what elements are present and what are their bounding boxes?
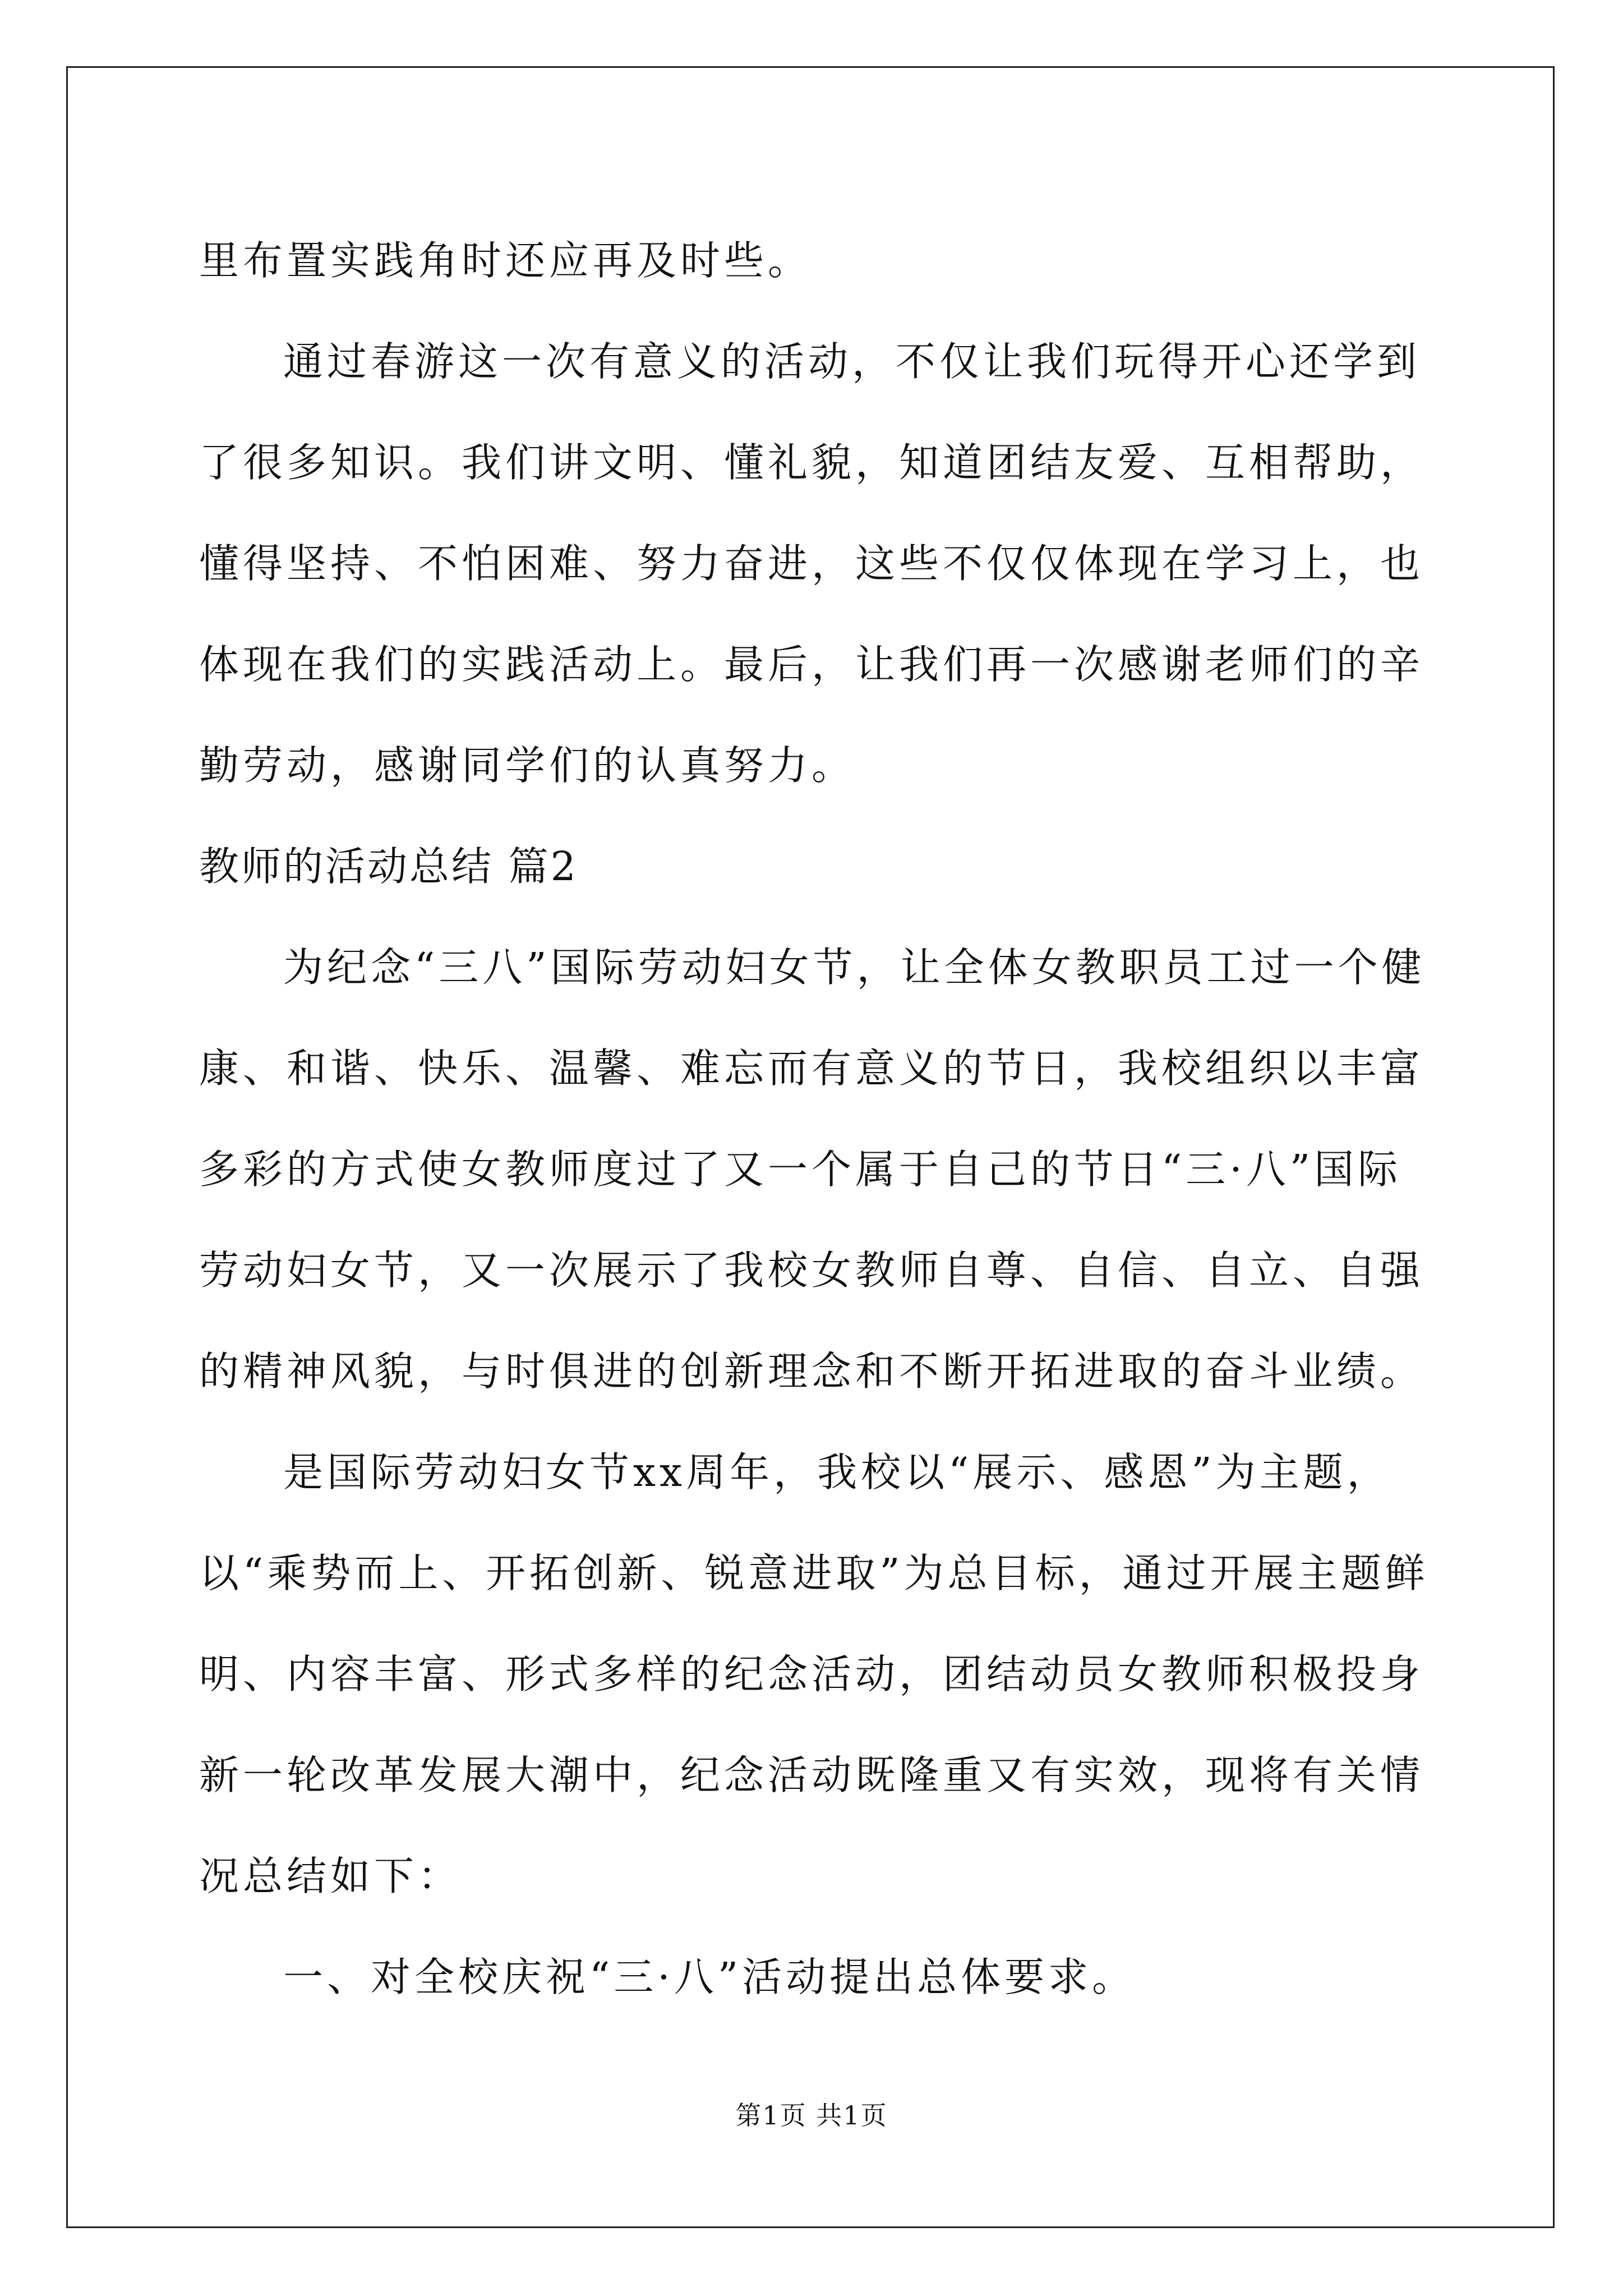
section-heading: 教师的活动总结 篇2 <box>199 843 578 890</box>
paragraph-anniversary-theme: 是国际劳动妇女节xx周年，我校以“展示、感恩”为主题，以“乘势而上、开拓创新、锐意进取”为总目标，通过开展主题鲜明、内容丰富、形式多样的纪念活动，团结动员女教师积极投身新一轮改革发展大潮中，纪念活动既隆重又有实效，现将有关情况总结如下： <box>199 1449 1429 1899</box>
page-footer: 第1页 共1页 <box>735 2100 888 2131</box>
paragraph-womens-day-intro: 为纪念“三八”国际劳动妇女节，让全体女教职员工过一个健康、和谐、快乐、温馨、难忘而有意义的节日，我校组织以丰富多彩的方式使女教师度过了又一个属于自己的节日“三·八”国际劳动妇女节，又一次展示了我校女教师自尊、自信、自立、自强的精神风貌，与时俱进的创新理念和不断开拓进取的奋斗业绩。 <box>199 944 1426 1395</box>
document-body <box>199 210 1433 2028</box>
paragraph-continued: 里布置实践角时还应再及时些。 <box>199 237 812 284</box>
paragraph-item-one: 一、对全校庆祝“三·八”活动提出总体要求。 <box>283 1954 1136 2000</box>
paragraph-spring-outing-summary: 通过春游这一次有意义的活动，不仅让我们玩得开心还学到了很多知识。我们讲文明、懂礼貌，知道团结友爱、互相帮助，懂得坚持、不怕困难、努力奋进，这些不仅仅体现在学习上，也体现在我们的实践活动上。最后，让我们再一次感谢老师们的辛勤劳动，感谢同学们的认真努力。 <box>199 338 1424 789</box>
